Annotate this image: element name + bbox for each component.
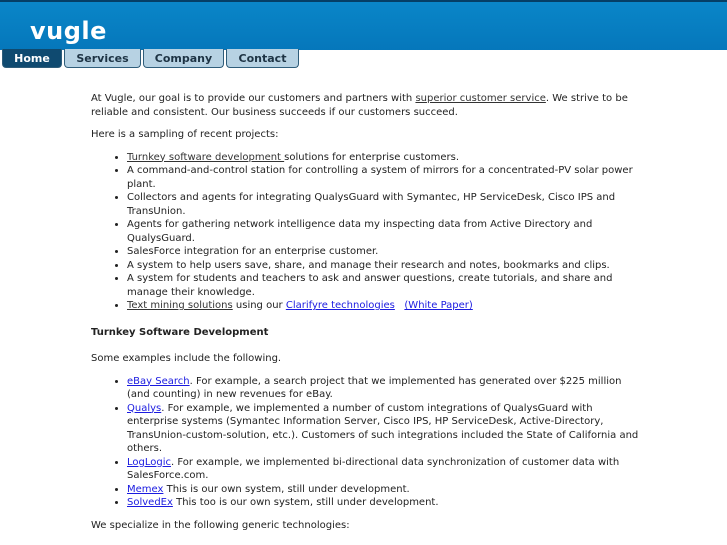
list-item <box>127 402 639 456</box>
list-item-text: This is our own system, still under development. <box>163 483 410 495</box>
text-mining-link[interactable]: Text mining solutions <box>127 300 233 311</box>
list-item-text: solutions for enterprise customers. <box>284 151 460 163</box>
list-item: • Collectors and agents for integrating QualysGuard with Symantec, HP ServiceDesk, Cisco IPS and TransUnion. <box>127 191 639 218</box>
list-item-text: This too is our own system, still under development. <box>172 497 439 508</box>
loglogic-link[interactable]: LogLogic <box>127 456 171 468</box>
turnkey-heading: Turnkey Software Development <box>91 326 269 338</box>
list-item <box>127 456 639 483</box>
list-item: • A command-and-control station for controlling a system of mirrors for a concentrated-PV solar power plant. <box>127 164 639 191</box>
tab-contact[interactable]: Contact <box>226 49 299 68</box>
list-item <box>127 375 639 402</box>
list-item <box>127 299 639 313</box>
sampling-text: Here is a sampling of recent projects: <box>91 129 279 140</box>
specialize-text: We specialize in the following generic technologies: <box>91 519 350 531</box>
list-item-text: . For example, a search project that we implemented has generated over $225 million (and counting) in new revenues for eBay. <box>127 375 622 400</box>
intro-text: At Vugle, our goal is to provide our customers and partners with <box>91 93 416 104</box>
clarifyre-link[interactable]: Clarifyre technologies <box>285 300 395 311</box>
list-item <box>127 483 639 497</box>
examples-list <box>91 375 639 510</box>
main-content <box>91 92 639 541</box>
projects-list <box>91 151 639 313</box>
memex-link[interactable]: Memex <box>127 483 164 495</box>
qualys-link[interactable]: Qualys <box>127 402 162 414</box>
tab-company[interactable]: Company <box>143 49 224 68</box>
solvedex-link[interactable]: SolvedEx <box>127 497 173 508</box>
white-paper-link[interactable]: (White Paper) <box>404 300 473 311</box>
intro-paragraph <box>91 92 639 119</box>
list-item-text: using our <box>232 300 286 311</box>
list-item: • A system for students and teachers to ask and answer questions, create tutorials, and share and manage their knowledge. <box>127 272 639 299</box>
list-item: • Agents for gathering network intelligence data my inspecting data from Active Directory and QualysGuard. <box>127 218 639 245</box>
list-item <box>127 151 639 165</box>
intro-text-end: . We strive to be reliable and consistent. Our business succeeds if our customers succeed. <box>91 93 628 118</box>
examples-intro: Some examples include the following. <box>91 353 282 364</box>
ebay-search-link[interactable]: eBay Search <box>127 375 190 387</box>
main-nav <box>2 49 299 68</box>
site-header <box>0 0 727 50</box>
list-item <box>127 496 639 510</box>
list-item-text: . For example, we implemented bi-directional data synchronization of customer data with SalesForce.com. <box>127 456 620 481</box>
turnkey-link[interactable]: Turnkey software development <box>127 151 285 163</box>
list-item: • SalesForce integration for an enterprise customer. <box>127 245 639 259</box>
customer-service-link[interactable]: superior customer service <box>415 93 546 104</box>
site-logo[interactable]: vugle <box>30 17 107 45</box>
tab-home[interactable]: Home <box>2 49 62 68</box>
tab-services[interactable]: Services <box>64 49 141 68</box>
list-item-text: . For example, we implemented a number of custom integrations of QualysGuard with enterprise systems (Symantec Information Server, Cisco IPS, HP ServiceDesk, Active-Directory, TransUnion-custom-solution, etc.). Customers of such integrations included the State of California and others. <box>127 402 639 454</box>
list-item: • A system to help users save, share, and manage their research and notes, bookmarks and clips. <box>127 259 639 273</box>
